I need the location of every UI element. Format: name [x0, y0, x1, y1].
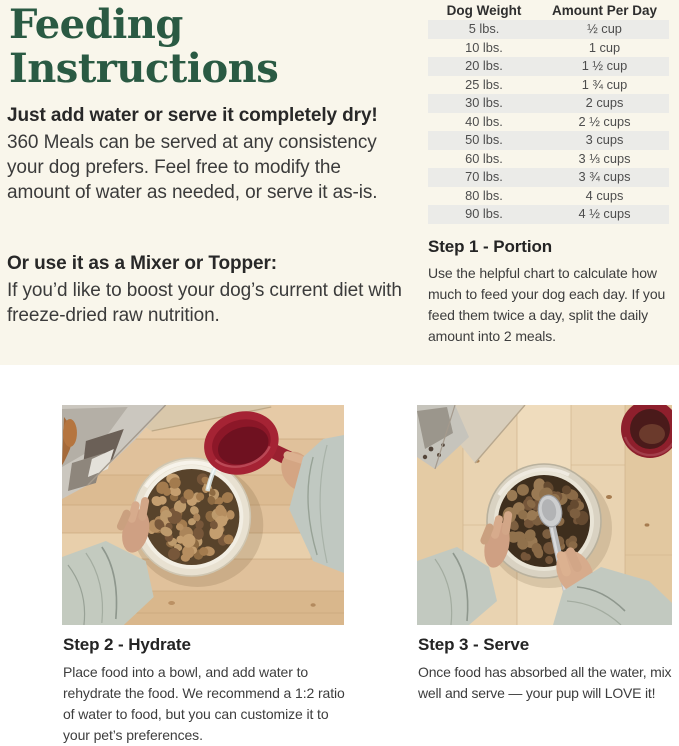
- intro-body: 360 Meals can be served at any consistency your dog prefers. Feel free to modify the amount of water as needed, or serve it as-is.: [7, 132, 378, 203]
- dog-weight-cell: 25 lbs.: [465, 76, 503, 92]
- page-title: Feeding Instructions: [9, 1, 279, 92]
- dog-weight-cell: 30 lbs.: [465, 95, 503, 110]
- step2-title: Step 2 - Hydrate: [63, 635, 191, 654]
- dog-weight-cell: 40 lbs.: [465, 113, 503, 129]
- amount-cell: 1 cup: [588, 39, 621, 55]
- step1-body: Use the helpful chart to calculate how much to feed your dog each day. If you feed them twice a day, split the daily amount into 2 meals.: [428, 265, 666, 344]
- table-row: [428, 57, 669, 76]
- photo-step2-hydrate: [62, 405, 344, 625]
- dog-weight-cell: 20 lbs.: [465, 58, 503, 73]
- table-row: [428, 39, 669, 58]
- table-row: [428, 187, 669, 206]
- amount-cell: 4 cups: [585, 187, 624, 203]
- feeding-chart: [428, 0, 669, 224]
- table-row: [428, 131, 669, 150]
- feeding-chart-header: [428, 0, 669, 20]
- amount-cell: 4 ½ cups: [578, 206, 631, 221]
- serve-photo-illustration: [417, 405, 672, 625]
- dog-weight-cell: 80 lbs.: [465, 187, 503, 203]
- table-row: [428, 76, 669, 95]
- step3-title: Step 3 - Serve: [418, 635, 530, 654]
- column-header-dog-weight: Dog Weight: [446, 2, 522, 18]
- amount-cell: 3 ¾ cups: [578, 169, 631, 184]
- amount-cell: 1 ½ cup: [581, 58, 628, 73]
- dog-weight-cell: 5 lbs.: [468, 21, 500, 36]
- step3-body: Once food has absorbed all the water, mix well and serve — your pup will LOVE it!: [418, 664, 672, 701]
- mixer-topper-body: If you’d like to boost your dog’s current diet with freeze-dried raw nutrition.: [7, 280, 402, 326]
- column-header-amount-per-day: Amount Per Day: [551, 2, 658, 18]
- table-row: [428, 113, 669, 132]
- dog-weight-cell: 10 lbs.: [465, 39, 503, 55]
- step1-title: Step 1 - Portion: [428, 237, 553, 256]
- table-row: [428, 20, 669, 39]
- amount-cell: 2 ½ cups: [578, 113, 631, 129]
- amount-cell: 2 cups: [585, 95, 624, 110]
- dog-weight-cell: 50 lbs.: [465, 132, 503, 147]
- dog-weight-cell: 60 lbs.: [465, 150, 503, 166]
- amount-cell: 3 ⅓ cups: [578, 150, 631, 166]
- amount-cell: 1 ¾ cup: [581, 76, 628, 92]
- intro-heading: Just add water or serve it completely dry!: [7, 105, 378, 126]
- amount-cell: ½ cup: [587, 21, 622, 36]
- photo-step3-serve: [417, 405, 672, 625]
- feeding-table-body: [428, 20, 669, 224]
- hydrate-photo-illustration: [62, 405, 344, 625]
- table-row: [428, 205, 669, 224]
- dog-weight-cell: 70 lbs.: [465, 169, 503, 184]
- amount-cell: 3 cups: [585, 132, 624, 147]
- dog-weight-cell: 90 lbs.: [465, 206, 503, 221]
- mixer-topper-heading: Or use it as a Mixer or Topper:: [7, 253, 278, 274]
- table-row: [428, 94, 669, 113]
- table-row: [428, 150, 669, 169]
- table-row: [428, 168, 669, 187]
- step2-body: Place food into a bowl, and add water to rehydrate the food. We recommend a 1:2 ratio of water to food, but you can customize it to your pet’s preferences.: [63, 664, 345, 743]
